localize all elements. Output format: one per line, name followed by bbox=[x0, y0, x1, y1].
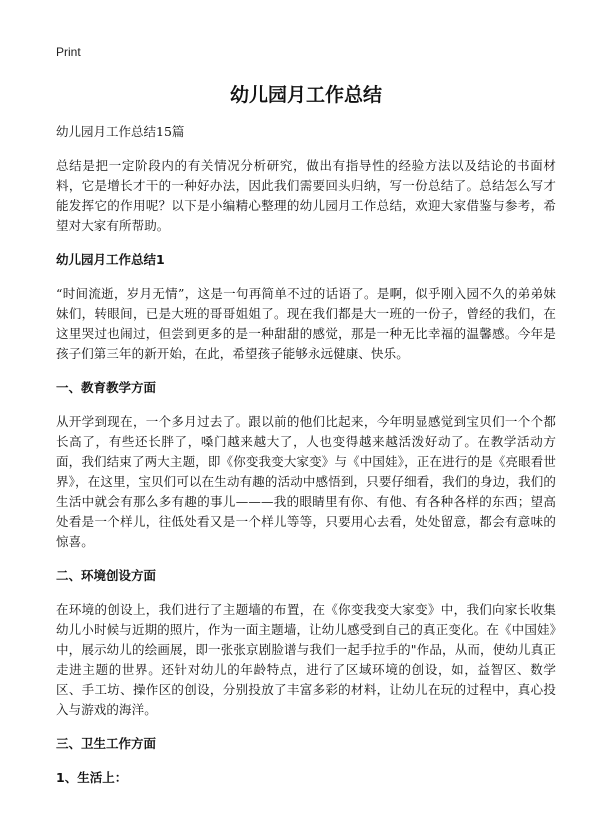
teaching-heading: 一、教育教学方面 bbox=[56, 380, 157, 395]
environment-paragraph: 在环境的创设上，我们进行了主题墙的布置，在《你变我变大家变》中，我们向家长收集幼儿小时候与近期的照片，作为一面主题墙，让幼儿感受到自己的真正变化。在《中国娃》中，展示幼儿的绘画展，即一张张京剧脸谱与我们一起手拉手的"作品，从而，使幼儿真正走进主题的世界。还针对幼儿的年龄特点，进行了区域环境的创设，如，益智区、数学区、手工坊、操作区的创设，分别投放了丰富多彩的材料，让幼儿在玩的过程中，真心投入与游戏的海洋。 bbox=[56, 602, 556, 717]
environment-heading: 二、环境创设方面 bbox=[56, 568, 157, 583]
hygiene-heading: 三、卫生工作方面 bbox=[56, 736, 157, 751]
intro-paragraph: 总结是把一定阶段内的有关情况分析研究，做出有指导性的经验方法以及结论的书面材料，它是增长才干的一种好办法，因此我们需要回头归纳，写一份总结了。总结怎么写才能发挥它的作用呢？以下是小编精心整理的幼儿园月工作总结，欢迎大家借鉴与参考，希望对大家有所帮助。 bbox=[56, 158, 556, 233]
document-subtitle: 幼儿园月工作总结15篇 bbox=[56, 124, 185, 139]
section1-paragraph: “时间流逝，岁月无情”，这是一句再简单不过的话语了。是啊，似乎刚入园不久的弟弟妹妹们，转眼间，已是大班的哥哥姐姐了。现在我们都是大一班的一份子，曾经的我们，在这里哭过也闹过，但尝到更多的是一种甜甜的感觉，那是一种无比幸福的温馨感。今年是孩子们第三年的新开始，在此，希望孩子能够永远健康、快乐。 bbox=[56, 286, 556, 361]
life-heading: 1、生活上： bbox=[56, 770, 128, 785]
teaching-paragraph: 从开学到现在，一个多月过去了。跟以前的他们比起来，今年明显感觉到宝贝们一个个都长高了，有些还长胖了，嗓门越来越大了，人也变得越来越活泼好动了。在教学活动方面，我们结束了两大主题，即《你变我变大家变》与《中国娃》，正在进行的是《亮眼看世界》，在这里，宝贝们可以在生动有趣的活动中感悟到，只要仔细看，我们的身边，我们的生活中就会有那么多有趣的事儿———我的眼睛里有你、有他、有各种各样的东西；望高处看是一个样儿，往低处看又是一个样儿等等，只要用心去看，处处留意，都会有意味的惊喜。 bbox=[56, 414, 556, 549]
document-page bbox=[56, 44, 556, 802]
print-label[interactable]: Print bbox=[56, 45, 81, 59]
section1-heading: 幼儿园月工作总结1 bbox=[56, 252, 165, 267]
document-title: 幼儿园月工作总结 bbox=[229, 84, 382, 106]
